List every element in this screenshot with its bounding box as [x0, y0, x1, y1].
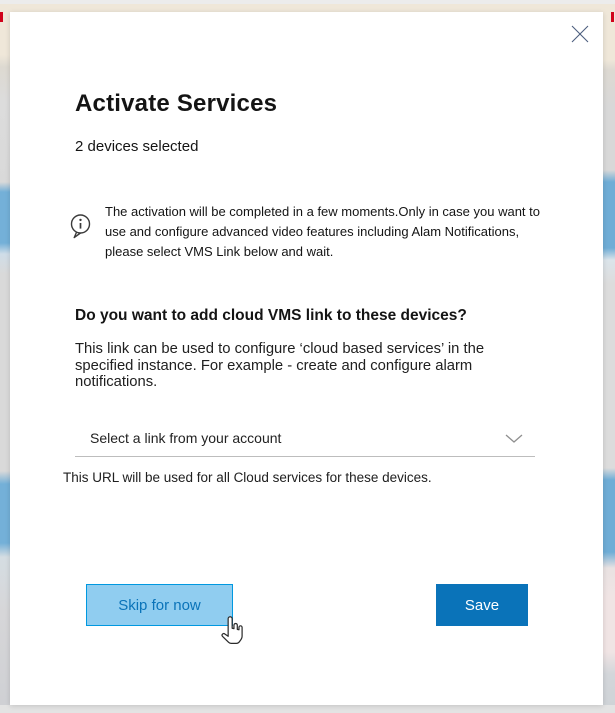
skip-for-now-button[interactable]: Skip for now	[86, 584, 233, 626]
cloud-url-note: This URL will be used for all Cloud services for these devices.	[63, 470, 432, 485]
background-left-stripe	[0, 12, 10, 705]
dialog-title: Activate Services	[75, 90, 278, 117]
vms-link-question: Do you want to add cloud VMS link to these devices?	[75, 307, 467, 324]
devices-selected-label: 2 devices selected	[75, 138, 199, 155]
background-beige-strip	[0, 4, 615, 12]
vms-link-select-value: Select a link from your account	[90, 429, 282, 446]
vms-link-select[interactable]	[75, 419, 535, 457]
background-red-accent-right	[611, 12, 614, 22]
close-icon	[570, 24, 590, 44]
vms-link-description: This link can be used to configure ‘cloud based services’ in the specified instance. For example - create and configure alarm notifications.	[75, 341, 485, 390]
close-button[interactable]	[569, 23, 591, 45]
background-red-accent-left	[0, 12, 3, 22]
chevron-down-icon	[505, 434, 523, 443]
activation-info-text: The activation will be completed in a few moments.Only in case you want to use and configure advanced video features including Alam Notifications, please select VMS Link below and wait.	[105, 204, 540, 259]
background-bottom-strip	[0, 705, 615, 713]
background-right-stripe	[603, 12, 615, 705]
activate-services-dialog	[10, 12, 603, 705]
save-button[interactable]: Save	[436, 584, 528, 626]
info-icon	[68, 213, 93, 241]
